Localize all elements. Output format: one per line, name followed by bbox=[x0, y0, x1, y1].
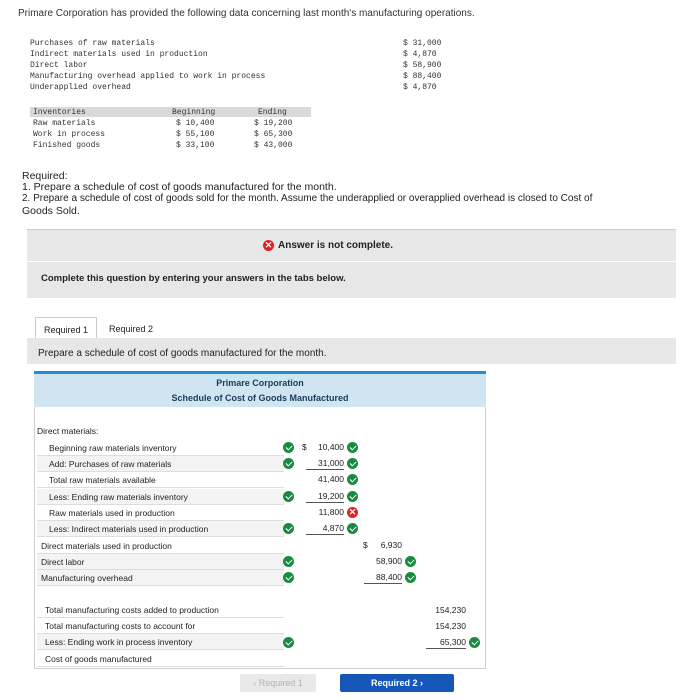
schedule-header bbox=[34, 371, 486, 407]
value-beginning-raw[interactable]: 10,400 bbox=[318, 442, 344, 452]
value-purchases[interactable]: 31,000 bbox=[306, 456, 344, 470]
inventory-beginning: $ 10,400 bbox=[176, 119, 215, 128]
answer-status-bar bbox=[27, 229, 676, 261]
value-indirect[interactable]: 4,870 bbox=[306, 521, 344, 535]
fact-label: Indirect materials used in production bbox=[30, 50, 208, 59]
chevron-left-icon: ‹ bbox=[253, 678, 259, 688]
value-ending-wip[interactable]: 65,300 bbox=[426, 635, 466, 649]
instructions-bar bbox=[27, 262, 676, 298]
fact-label: Direct labor bbox=[30, 61, 88, 70]
check-icon bbox=[347, 523, 358, 534]
check-icon bbox=[283, 637, 294, 648]
inventories-header-label: Inventories bbox=[33, 108, 86, 117]
row-total-raw-available: Total raw materials available bbox=[37, 472, 284, 488]
inventories-table bbox=[30, 107, 311, 155]
schedule-company: Primare Corporation bbox=[216, 378, 304, 388]
row-total-account: Total manufacturing costs to account for bbox=[37, 618, 284, 634]
required-item-2: 2. Prepare a schedule of cost of goods sold for the month. Assume the underapplied or overapplied overhead is closed to Cost of bbox=[22, 193, 593, 204]
fact-value: $ 88,400 bbox=[403, 72, 442, 81]
inventories-header-ending: Ending bbox=[258, 108, 287, 117]
check-icon bbox=[283, 523, 294, 534]
fact-label: Underapplied overhead bbox=[30, 83, 131, 92]
value-direct-materials-used[interactable]: 6,930 bbox=[380, 540, 402, 550]
tab-required-1[interactable]: Required 1 bbox=[35, 317, 97, 341]
row-purchases-raw-materials[interactable]: Add: Purchases of raw materials bbox=[37, 456, 284, 472]
row-manufacturing-overhead[interactable]: Manufacturing overhead bbox=[37, 570, 284, 586]
fact-row bbox=[30, 61, 450, 72]
tab-required-2[interactable]: Required 2 bbox=[109, 324, 154, 334]
required-item-1: 1. Prepare a schedule of cost of goods manufactured for the month. bbox=[22, 181, 337, 193]
fact-value: $ 58,900 bbox=[403, 61, 442, 70]
row-direct-materials-used: Direct materials used in production bbox=[37, 538, 284, 554]
schedule-title: Schedule of Cost of Goods Manufactured bbox=[171, 393, 349, 403]
error-icon: ✕ bbox=[348, 507, 357, 517]
check-icon bbox=[283, 556, 294, 567]
row-cogm: Cost of goods manufactured bbox=[37, 651, 284, 667]
fact-label: Manufacturing overhead applied to work in process bbox=[30, 72, 266, 81]
fact-row bbox=[30, 72, 450, 83]
fact-value: $ 4,870 bbox=[403, 50, 437, 59]
row-beginning-raw-materials: Beginning raw materials inventory bbox=[37, 440, 284, 456]
row-indirect-materials[interactable]: Less: Indirect materials used in production bbox=[37, 521, 284, 537]
row-direct-labor[interactable]: Direct labor bbox=[37, 554, 284, 570]
inventory-row bbox=[30, 141, 311, 152]
required-heading: Required: bbox=[22, 170, 68, 182]
check-icon bbox=[283, 491, 294, 502]
instructions-text: Complete this question by entering your answers in the tabs below. bbox=[41, 273, 346, 284]
inventories-header-beginning: Beginning bbox=[172, 108, 216, 117]
check-icon bbox=[405, 556, 416, 567]
check-icon bbox=[347, 442, 358, 453]
check-icon bbox=[469, 637, 480, 648]
direct-materials-heading: Direct materials: bbox=[37, 426, 99, 436]
value-ending-raw[interactable]: 19,200 bbox=[306, 489, 344, 503]
required-item-2-cont: Goods Sold. bbox=[22, 205, 80, 217]
answer-status-text: Answer is not complete. bbox=[278, 240, 394, 251]
inventory-label: Raw materials bbox=[33, 119, 96, 128]
chevron-right-icon: › bbox=[417, 678, 423, 688]
fact-row bbox=[30, 39, 450, 50]
next-label: Required 2 bbox=[370, 678, 418, 688]
value-manufacturing-overhead[interactable]: 88,400 bbox=[364, 570, 402, 584]
error-icon: ✕ bbox=[264, 240, 273, 250]
tab-bar bbox=[27, 311, 676, 341]
inventory-row bbox=[30, 130, 311, 141]
check-icon bbox=[283, 572, 294, 583]
dollar-sign: $ bbox=[363, 540, 368, 550]
value-total-raw[interactable]: 41,400 bbox=[318, 474, 344, 484]
next-button[interactable] bbox=[340, 674, 454, 692]
inventory-ending: $ 43,000 bbox=[254, 141, 293, 150]
check-icon bbox=[347, 491, 358, 502]
inventory-label: Work in process bbox=[33, 130, 106, 139]
inventory-ending: $ 65,300 bbox=[254, 130, 293, 139]
inventory-ending: $ 19,200 bbox=[254, 119, 293, 128]
intro-text: Primare Corporation has provided the following data concerning last month's manufacturing operations. bbox=[18, 8, 475, 19]
row-total-added: Total manufacturing costs added to production bbox=[37, 602, 284, 618]
value-direct-labor[interactable]: 58,900 bbox=[376, 556, 402, 566]
check-icon bbox=[347, 458, 358, 469]
fact-value: $ 31,000 bbox=[403, 39, 442, 48]
fact-row bbox=[30, 83, 450, 94]
row-raw-materials-used: Raw materials used in production bbox=[37, 505, 284, 521]
check-icon bbox=[283, 458, 294, 469]
value-raw-used[interactable]: 11,800 bbox=[318, 507, 344, 517]
row-ending-raw-materials[interactable]: Less: Ending raw materials inventory bbox=[37, 489, 284, 505]
inventory-row bbox=[30, 119, 311, 130]
previous-button[interactable] bbox=[240, 674, 316, 692]
check-icon bbox=[405, 572, 416, 583]
dollar-sign: $ bbox=[302, 442, 307, 452]
value-total-added[interactable]: 154,230 bbox=[435, 605, 466, 615]
fact-value: $ 4,870 bbox=[403, 83, 437, 92]
fact-label: Purchases of raw materials bbox=[30, 39, 155, 48]
previous-label: Required 1 bbox=[258, 678, 303, 688]
inventory-beginning: $ 55,100 bbox=[176, 130, 215, 139]
check-icon bbox=[283, 442, 294, 453]
check-icon bbox=[347, 474, 358, 485]
inventories-header bbox=[30, 108, 311, 119]
fact-row bbox=[30, 50, 450, 61]
inventory-beginning: $ 33,100 bbox=[176, 141, 215, 150]
prepare-instruction: Prepare a schedule of cost of goods manufactured for the month. bbox=[27, 338, 676, 364]
row-ending-wip[interactable]: Less: Ending work in process inventory bbox=[37, 634, 284, 650]
inventory-label: Finished goods bbox=[33, 141, 101, 150]
value-total-account[interactable]: 154,230 bbox=[435, 621, 466, 631]
